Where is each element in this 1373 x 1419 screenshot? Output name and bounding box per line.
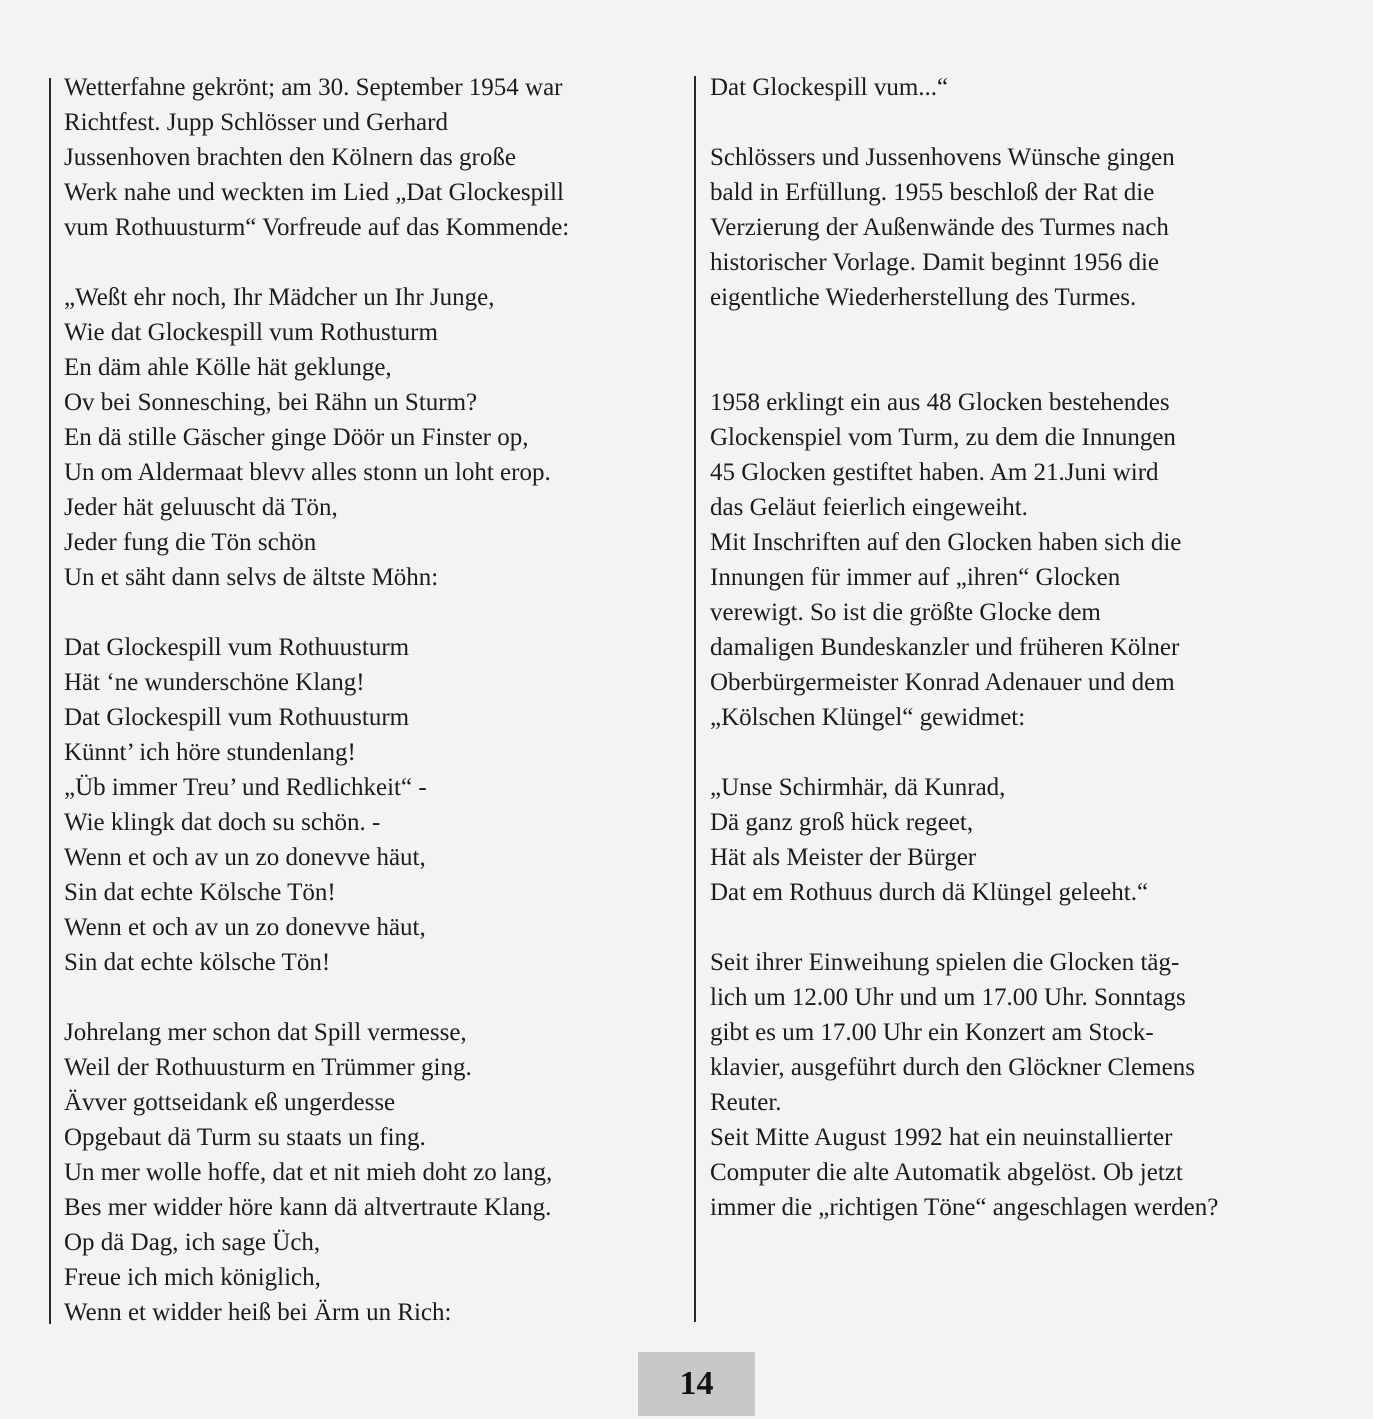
song-refrain (64, 630, 689, 980)
refrain-line: Sin dat echte kölsche Tön! (64, 949, 331, 976)
text-line: Wetterfahne gekrönt; am 30. September 1954 war (64, 74, 563, 101)
right-column (710, 70, 1330, 1225)
quote-line: „Unse Schirmhär, dä Kunrad, (710, 774, 1006, 801)
text-line: Computer die alte Automatik abgelöst. Ob jetzt (710, 1159, 1183, 1186)
refrain-line: Wenn et och av un zo donevve häut, (64, 844, 426, 871)
text-line: Jussenhoven brachten den Kölnern das große (64, 144, 516, 171)
text-line: „Kölschen Klüngel“ gewidmet: (710, 704, 1026, 731)
text-line: Mit Inschriften auf den Glocken haben sich die (710, 529, 1182, 556)
text-line: gibt es um 17.00 Uhr ein Konzert am Stock- (710, 1019, 1154, 1046)
text-line: verewigt. So ist die größte Glocke dem (710, 599, 1101, 626)
text-line: immer die „richtigen Töne“ angeschlagen werden? (710, 1194, 1219, 1221)
paragraph-fulfillment (710, 140, 1330, 315)
quote-line: Dat em Rothuus durch dä Klüngel geleeht.“ (710, 879, 1149, 906)
bell-inscription-quote (710, 770, 1330, 910)
text-line: 45 Glocken gestiftet haben. Am 21.Juni wird (710, 459, 1159, 486)
left-column (64, 70, 689, 1330)
text-line: vum Rothuusturm“ Vorfreude auf das Kommende: (64, 214, 570, 241)
text-line: historischer Vorlage. Damit beginnt 1956 die (710, 249, 1159, 276)
verse-line: Un om Aldermaat blevv alles stonn un loht erop. (64, 459, 551, 486)
page-number-box (638, 1352, 755, 1416)
refrain-line: Künnt’ ich höre stundenlang! (64, 739, 356, 766)
text-line: Reuter. (710, 1089, 782, 1116)
text-line: Seit Mitte August 1992 hat ein neuinstallierter (710, 1124, 1173, 1151)
page-number: 14 (679, 1365, 714, 1402)
text-line: Richtfest. Jupp Schlösser und Gerhard (64, 109, 448, 136)
refrain-line: Hät ‘ne wunderschöne Klang! (64, 669, 365, 696)
text-line: Seit ihrer Einweihung spielen die Glocken täg- (710, 949, 1180, 976)
quote-line: Hät als Meister der Bürger (710, 844, 977, 871)
refrain-line: Wenn et och av un zo donevve häut, (64, 914, 426, 941)
verse-line: Opgebaut dä Turm su staats un fing. (64, 1124, 426, 1151)
text-line: Schlössers und Jussenhovens Wünsche gingen (710, 144, 1175, 171)
song-verse-2 (64, 1015, 689, 1330)
verse-line: Op dä Dag, ich sage Üch, (64, 1229, 321, 1256)
song-title-line: Dat Glockespill vum...“ (710, 74, 949, 101)
intro-paragraph (64, 70, 689, 245)
text-line: bald in Erfüllung. 1955 beschloß der Rat die (710, 179, 1155, 206)
verse-line: Un mer wolle hoffe, dat et nit mieh doht zo lang, (64, 1159, 553, 1186)
verse-line: Johrelang mer schon dat Spill vermesse, (64, 1019, 467, 1046)
column-rule-left (49, 78, 51, 1324)
verse-line: Ov bei Sonnesching, bei Rähn un Sturm? (64, 389, 478, 416)
verse-line: Un et säht dann selvs de ältste Möhn: (64, 564, 439, 591)
refrain-line: Dat Glockespill vum Rothuusturm (64, 634, 410, 661)
text-line: Werk nahe und weckten im Lied „Dat Glockespill (64, 179, 564, 206)
text-line: eigentliche Wiederherstellung des Turmes. (710, 284, 1137, 311)
verse-line: Bes mer widder höre kann dä altvertraute Klang. (64, 1194, 552, 1221)
verse-line: Wenn et widder heiß bei Ärm un Rich: (64, 1299, 452, 1326)
verse-line: Ävver gottseidank eß ungerdesse (64, 1089, 396, 1116)
refrain-line: „Üb immer Treu’ und Redlichkeit“ - (64, 774, 427, 801)
text-line: das Geläut feierlich eingeweiht. (710, 494, 1028, 521)
verse-line: En däm ahle Kölle hät geklunge, (64, 354, 392, 381)
column-rule-middle (694, 76, 696, 1322)
verse-line: En dä stille Gäscher ginge Döör un Finster op, (64, 424, 529, 451)
text-line: 1958 erklingt ein aus 48 Glocken bestehendes (710, 389, 1170, 416)
text-line: klavier, ausgeführt durch den Glöckner Clemens (710, 1054, 1195, 1081)
verse-line: Jeder fung die Tön schön (64, 529, 317, 556)
text-line: Oberbürgermeister Konrad Adenauer und dem (710, 669, 1175, 696)
verse-line: „Weßt ehr noch, Ihr Mädcher un Ihr Junge, (64, 284, 495, 311)
refrain-line: Wie klingk dat doch su schön. - (64, 809, 381, 836)
verse-line: Weil der Rothuusturm en Trümmer ging. (64, 1054, 472, 1081)
song-verse-1 (64, 280, 689, 595)
verse-line: Wie dat Glockespill vum Rothusturm (64, 319, 438, 346)
text-line: Glockenspiel vom Turm, zu dem die Innungen (710, 424, 1176, 451)
verse-line: Freue ich mich königlich, (64, 1264, 321, 1291)
text-line: Innungen für immer auf „ihren“ Glocken (710, 564, 1121, 591)
verse-line: Jeder hät geluuscht dä Tön, (64, 494, 338, 521)
refrain-line: Sin dat echte Kölsche Tön! (64, 879, 336, 906)
refrain-line: Dat Glockespill vum Rothuusturm (64, 704, 410, 731)
paragraph-schedule (710, 945, 1330, 1225)
text-line: damaligen Bundeskanzler und früheren Kölner (710, 634, 1180, 661)
text-line: lich um 12.00 Uhr und um 17.00 Uhr. Sonntags (710, 984, 1186, 1011)
quote-line: Dä ganz groß hück regeet, (710, 809, 974, 836)
paragraph-bells (710, 385, 1330, 735)
text-line: Verzierung der Außenwände des Turmes nach (710, 214, 1169, 241)
